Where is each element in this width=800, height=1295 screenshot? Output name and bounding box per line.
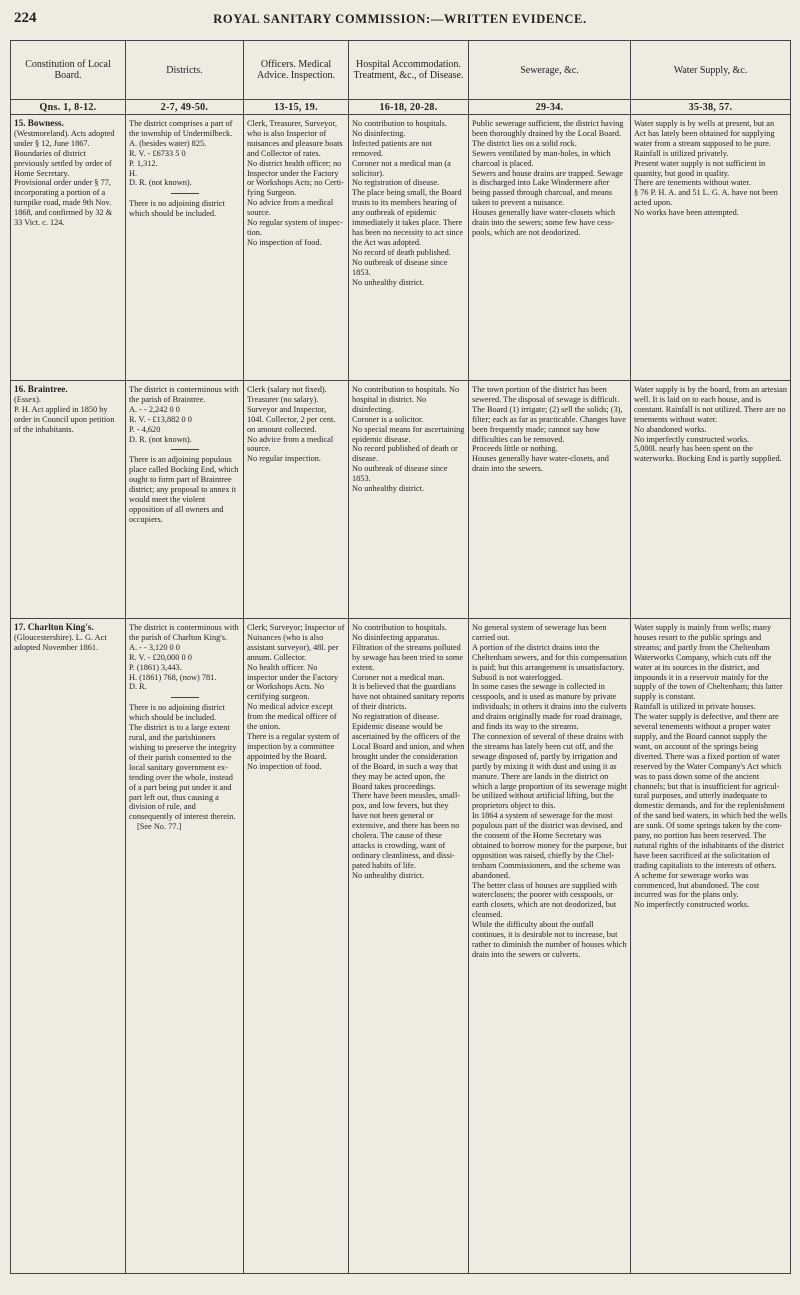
paragraph: No registration of disease. [352, 178, 440, 188]
paragraph: No imperfectly constructed works. [634, 900, 750, 910]
paragraph: No unhealthy district. [352, 277, 425, 287]
column-header-districts: Districts. [126, 41, 244, 100]
column-header-constitution: Constitution of Local Board. [11, 41, 126, 100]
paragraph: No record of death published. [352, 247, 451, 257]
paragraph: No imperfectly constructed works. [634, 434, 750, 444]
paragraph: Public sewerage sufficient, the district having been thoroughly drained by the Local Board. The district lies on a solid rock. [472, 119, 624, 148]
paragraph: Boundaries of district previously settled by order of Home Secretary. [14, 148, 112, 178]
cross-reference: [See No. 77.] [137, 822, 182, 832]
paragraph: D. R. (not known). [129, 434, 192, 444]
hospital-cell [349, 115, 469, 381]
paragraph: The district comprises a part of the township of Undermilbeck. [129, 119, 233, 138]
separator-rule [171, 449, 199, 450]
paragraph: Rainfall is utilized in private houses. [634, 702, 756, 712]
paragraph: Coroner not a medical man (a solicitor). [352, 158, 451, 178]
column-header-hospital: Hospital Accommodation. Treatment, &c., of Disease. [349, 41, 469, 100]
paragraph: There have been measles, small-pox, and low fevers, but they have not been general or extensive, and there has been no cholera. The cause of these attacks is crowding, want of ordinary cleanliness, and dissipated habits of life. [352, 791, 461, 870]
evidence-table [10, 40, 791, 1274]
paragraph: The town portion of the district has been sewered. The disposal of sewage is difficult. [472, 385, 620, 404]
page-number: 224 [14, 10, 37, 26]
paragraph: H. [129, 168, 138, 178]
column-header-sewerage: Sewerage, &c. [469, 41, 631, 100]
question-ref-constitution: Qns. 1, 8-12. [11, 100, 126, 115]
paragraph: Proceeds little or nothing. [472, 444, 558, 454]
paragraph: The water supply is defective, and there are several tenements without a proper water supply, and the Board cannot supply the want, on account of the springs being diverted. There was a fixed portion of water reserved by the Water Company's Act which was to pass down some of the ancient channels; but that is insufficient for agricultural purposes, and utterly inadequate to domestic demands, and for the replenishment of the sand bed waters, in which bed the wells are sunk. Of some springs taken by the company, no portion has been reserved. The natural rights of the inhabitants of the district have been sacrificed at the solicitation of trading capitalists to the interests of others. [634, 712, 787, 870]
constitution-cell [11, 619, 126, 1274]
paragraph: The district is conterminous with the parish of Braintree. [129, 385, 239, 404]
paragraph: P. (1861) 3,443. [129, 662, 182, 672]
paragraph: There is a regular system of inspection by a committee appointed by the Board. [247, 731, 340, 761]
paragraph: No outbreak of disease since 1853. [352, 257, 448, 277]
paragraph: (Westmoreland). Acts adopted under § 12, June 1867. [14, 128, 115, 148]
sewerage-cell [469, 619, 631, 1274]
column-header-officers: Officers. Medical Advice. Inspection. [244, 41, 349, 100]
question-ref-hospital: 16-18, 20-28. [349, 100, 469, 115]
paragraph: No medical advice except from the medical officer of the union. [247, 702, 337, 732]
paragraph: No unhealthy district. [352, 484, 425, 494]
paragraph: Clerk; Surveyor; Inspector of Nuisances (who is also assistant surveyor), 48l. per annum. Collector. [247, 623, 345, 662]
paragraph: Subsoil is not waterlogged. [472, 672, 563, 682]
districts-cell [126, 619, 244, 1274]
paragraph: P. - 4,620 [129, 424, 161, 434]
paragraph: No disinfecting. [352, 128, 406, 138]
table-row [11, 619, 791, 1274]
page-header [0, 10, 800, 32]
paragraph: There is no adjoining district which should be included. [129, 199, 225, 219]
board-name: 15. Bowness. [14, 118, 64, 128]
question-ref-row [11, 100, 791, 115]
question-ref-sewerage: 29-34. [469, 100, 631, 115]
paragraph: H. (1861) 768, (now) 781. [129, 672, 217, 682]
paragraph: A. - - 3,120 0 0 [129, 642, 180, 652]
board-name: 16. Braintree. [14, 384, 68, 394]
page-title: ROYAL SANITARY COMMISSION:—WRITTEN EVIDENCE. [213, 12, 587, 26]
paragraph: No regular system of inspection. [247, 218, 343, 237]
constitution-cell [11, 115, 126, 381]
paragraph: Coroner not a medical man. [352, 672, 445, 682]
paragraph: Sewers and house drains are trapped. Sewage is discharged into Lake Windermere after being passed through charcoal, and means taken to prevent a nuisance. [472, 168, 623, 208]
paragraph: No regular inspection. [247, 454, 321, 464]
paragraph: (Gloucestershire). L. G. Act adopted November 1861. [14, 632, 107, 652]
paragraph: The connexion of several of these drains with the streams has lately been cut off, and the sewage disposed of, partly by irrigation and partly by mixing it with dust and using it as manure. There are lands in the district on which a large proportion of its sewerage might be utilized without artificial lifting, but the proprietors object to this. [472, 731, 627, 811]
column-header-water: Water Supply, &c. [631, 41, 791, 100]
paragraph: Houses generally have water-closets, and drain into the sewers. [472, 454, 609, 474]
paragraph: The district is conterminous with the parish of Charlton King's. [129, 623, 239, 642]
paragraph: It is believed that the guardians have not obtained sanitary reports of their districts. [352, 682, 465, 712]
paragraph: No outbreak of disease since 1853. [352, 464, 448, 484]
paragraph: No contribution to hospitals. No hospital in district. No disinfecting. [352, 385, 460, 414]
paragraph: Water supply is mainly from wells; many houses resort to the public springs and streams; and partly from the Cheltenham Waterworks Company, which cuts off the water at its sources in the district, and impounds it in a reservoir mainly for the supply of the town of Cheltenham; this latter supply is constant. [634, 623, 783, 702]
officers-cell [244, 619, 349, 1274]
paragraph: There is no adjoining district which should be included. [129, 703, 225, 723]
sewerage-cell [469, 115, 631, 381]
paragraph: Provisional order under § 77, incorporating a portion of a turnpike road, made 9th Nov. 1868, and confirmed by 32 & 33 Vict. c. 124. [14, 178, 113, 228]
paragraph: There are tenements without water. [634, 178, 751, 188]
paragraph: R. V. - £13,882 0 0 [129, 414, 192, 424]
paragraph: A scheme for sewerage works was commenced, but abandoned. The cost incurred was for the plans only. [634, 870, 760, 900]
hospital-cell [349, 619, 469, 1274]
paragraph: The place being small, the Board trusts to its members hearing of any outbreak of epidemic immediately it takes place. There has been no necessity to act since the Act was adopted. [352, 188, 464, 247]
paragraph: (Essex). [14, 394, 41, 404]
paragraph: No unhealthy district. [352, 870, 425, 880]
question-ref-water: 35-38, 57. [631, 100, 791, 115]
paragraph: Houses generally have water-closets which drain into the sewers; some few have cesspools, which are not deodorized. [472, 208, 616, 237]
paragraph: No general system of sewerage has been carried out. [472, 623, 607, 642]
board-name: 17. Charlton King's. [14, 622, 94, 632]
paragraph: No advice from a medical source. [247, 198, 334, 218]
paragraph: D. R. (not known). [129, 178, 192, 188]
paragraph: P. H. Act applied in 1850 by order in Council upon petition of the inhabitants. [14, 404, 115, 434]
paragraph: No registration of disease. [352, 712, 440, 722]
paragraph: § 76 P. H. A. and 51 L. G. A. have not been acted upon. [634, 188, 778, 208]
paragraph: No contribution to hospitals. [352, 623, 447, 632]
table-row [11, 115, 791, 381]
paragraph: No inspection of food. [247, 761, 322, 771]
paragraph: R. V. - £6733 5 0 [129, 148, 186, 158]
paragraph: 5,000l. nearly has been spent on the waterworks. Bocking End is partly supplied. [634, 444, 782, 464]
paragraph: Clerk, Treasurer, Surveyor, who is also Inspector of nuisances and pleasure boats and Collector of rates. [247, 119, 343, 158]
paragraph: In some cases the sewage is collected in cesspools, and is used as manure by private individuals; in others it drains into the culverts and drains originally made for road drainage, and finds its way to the streams. [472, 682, 627, 732]
paragraph: Sewers ventilated by man-holes, in which charcoal is placed. [472, 148, 611, 168]
paragraph: In 1864 a system of sewerage for the most populous part of the district was devised, and the consent of the Home Secretary was obtained to borrow money for the purpose, but opposition was raised, chiefly by the Cheltenham Commissioners, and the scheme was abandoned. [472, 811, 627, 880]
paragraph: Epidemic disease would be ascertained by the officers of the Local Board and union, and when brought under the consideration of the Board, in such a way that they may be acted upon, the Board takes proceedings. [352, 722, 465, 791]
column-header-row [11, 41, 791, 100]
paragraph: No special means for ascertaining epidemic disease. [352, 424, 465, 444]
table-row [11, 381, 791, 619]
paragraph: Present water supply is not sufficient in quantity, but good in quality. [634, 158, 766, 178]
paragraph: No record published of death or disease. [352, 444, 458, 464]
paragraph: No disinfecting apparatus. [352, 632, 440, 642]
paragraph: No district health officer; no Inspector under the Factory or Workshops Acts; no Certifying Surgeon. [247, 158, 344, 198]
water-cell [631, 381, 791, 619]
paragraph: Filtration of the streams polluted by sewage has been tried to some extent. [352, 642, 464, 672]
paragraph: A portion of the district drains into the Cheltenham sewers, and for this compensation is paid; but this arrangement is unsatisfactory. [472, 642, 627, 672]
separator-rule [171, 697, 199, 698]
paragraph: Clerk (salary not fixed). Treasurer (no salary). Surveyor and Inspector, 104l. Collector, 2 per cent. on amount collected. [247, 385, 336, 434]
separator-rule [171, 193, 199, 194]
paragraph: No abandoned works. [634, 424, 707, 434]
paragraph: The district is to a large extent rural, and the parishioners wishing to preserve the integrity of their parish consented to the local sanitary government extending over the whole, instead of a part being put under it and part left out, thus causing a division of rule, and consequently of interest therein. [129, 723, 237, 822]
paragraph: A. - - 2,242 0 0 [129, 404, 180, 414]
paragraph: R. V. - £20,000 0 0 [129, 652, 192, 662]
water-cell [631, 115, 791, 381]
paragraph: The better class of houses are supplied with waterclosets; the poorer with cesspools, or earth closets, which are not deodorized, but cleansed. [472, 880, 617, 920]
paragraph: D. R. [129, 682, 147, 692]
constitution-cell [11, 381, 126, 619]
paragraph: Water supply is by the board, from an artesian well. It is laid on to each house, and is constant. Rainfall is not utilized. There are no tenements without water. [634, 385, 788, 424]
paragraph: No contribution to hospitals. [352, 119, 447, 128]
officers-cell [244, 381, 349, 619]
hospital-cell [349, 381, 469, 619]
sewerage-cell [469, 381, 631, 619]
water-cell [631, 619, 791, 1274]
paragraph: No health officer. No inspector under the Factory or Workshops Acts. No certifying surgeon. [247, 662, 339, 702]
paragraph: Infected patients are not removed. [352, 138, 432, 158]
question-ref-districts: 2-7, 49-50. [126, 100, 244, 115]
paragraph: Water supply is by wells at present, but an Act has lately been obtained for supplying water from a stream supposed to be pure. Rainfall is utilized privately. [634, 119, 775, 158]
paragraph: No works have been attempted. [634, 208, 739, 218]
paragraph: The Board (1) irrigate; (2) sell the solids; (3), filter; each as far as practicable. Changes have been frequently made; cannot say how difficulties can be removed. [472, 404, 626, 444]
districts-cell [126, 115, 244, 381]
paragraph: There is an adjoining populous place called Bocking End, which ought to form part of Braintree district; any proposal to annex it would meet the violent opposition of all owners and occupiers. [129, 455, 239, 524]
paragraph: No inspection of food. [247, 237, 322, 247]
paragraph: While the difficulty about the outfall continues, it is desirable not to increase, but rather to diminish the number of houses which drain into the sewers or culverts. [472, 920, 627, 959]
officers-cell [244, 115, 349, 381]
paragraph: A. (besides water) 825. [129, 138, 207, 148]
question-ref-officers: 13-15, 19. [244, 100, 349, 115]
paragraph: No advice from a medical source. [247, 434, 334, 454]
paragraph: P. 1,312. [129, 158, 158, 168]
paragraph: Coroner is a solicitor. [352, 414, 424, 424]
districts-cell [126, 381, 244, 619]
